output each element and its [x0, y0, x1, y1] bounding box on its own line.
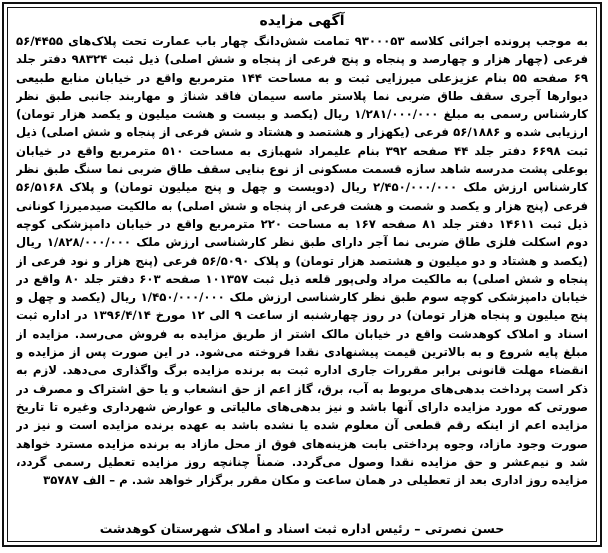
notice-inner-border: [7, 7, 597, 542]
notice-title: آگهی مزایده: [259, 13, 345, 29]
notice-frame: [2, 2, 602, 547]
notice-signature: حسن نصرتی – رئیس اداره ثبت اسناد و املاک شهرستان کوهدشت: [99, 521, 505, 536]
notice-body: به موجب پرونده اجرائی کلاسه ۹۳۰۰۰۵۳ تمامت شش‌دانگ چهار باب عمارت تحت پلاک‌های ۵۶/۴۴۵۵ فرعی (چهار هزار و چهارصد و پنجاه و پنج فرعی از پنجاه و شش اصلی) ذیل ثبت ۹۸۳۲۴ دفتر جلد ۶۹ صفحه ۵۵ بنام عزیزعلی میرزایی ثبت و به مساحت ۱۴۴ مترمربع واقع در خیابان منابع طبیعی دیوارها آجری سقف طاق ضربی نما پلاستر ماسه سیمان فاقد شناژ و مهاربند جانبی طبق نظر کارشناس رسمی به مبلغ ۱/۲۸۱/۰۰۰/۰۰۰ ریال (یکصد و بیست و هشت میلیون و یکصد هزار تومان) ارزیابی شده و ۵۶/۱۸۸۶ فرعی (یکهزار و هشتصد و هشتاد و شش فرعی از پنجاه و شش اصلی) ذیل ثبت ۶۶۹۸ دفتر جلد ۴۴ صفحه ۳۹۲ بنام علیمراد شهبازی به مساحت ۵۱۰ مترمربع واقع در خیابان بوعلی پشت مدرسه شاهد سازه قسمت مسکونی از نوع بنایی سقف طاق ضربی نما سنگ طبق نظر کارشناس ارزش ملک ۲/۴۵۰/۰۰۰/۰۰۰ ریال (دویست و چهل و پنج میلیون تومان) و پلاک ۵۶/۵۱۶۸ فرعی (پنج هزار و یکصد و شصت و هشت فرعی از پنجاه و شش اصلی) به مالکیت صیدمیرزا کونانی ذیل ثبت ۱۴۶۱۱ دفتر جلد ۸۱ صفحه ۱۶۷ به مساحت ۲۲۰ مترمربع واقع در خیابان دامپزشکی کوچه دوم اسکلت فلزی طاق ضربی نما آجر دارای طبق نظر کارشناسی ارزش ملک ۱/۸۲۸/۰۰۰/۰۰۰ ریال (یکصد و هشتاد و دو میلیون و هشتصد هزار تومان) و پلاک ۵۶/۵۰۹۰ فرعی (پنج هزار و نود فرعی از پنجاه و شش اصلی) به مالکیت مراد ولی‌پور قلعه ذیل ثبت ۱۰۱۳۵۷ صفحه ۶۰۳ دفتر جلد ۸۰ واقع در خیابان دامپزشکی کوچه سوم طبق نظر کارشناسی ارزش ملک ۱/۴۵۰/۰۰۰/۰۰۰ ریال (یکصد و چهل و پنج میلیون و پنجاه هزار تومان) در روز چهارشنبه از ساعت ۹ الی ۱۲ مورخ ۱۳۹۶/۴/۱۴ در اداره ثبت اسناد و املاک کوهدشت واقع در خیابان مالک اشتر از طریق مزایده به فروش می‌رسد. مزایده از مبلغ پایه شروع و به بالاترین قیمت پیشنهادی نقدا فروخته می‌شود. در این صورت پس از مزایده و انقضاء مهلت قانونی برابر مقررات جاری اداره ثبت به برنده مزایده برگ واگذاری می‌دهد. لازم به ذکر است پرداخت بدهی‌های مربوط به آب، برق، گاز اعم از حق انشعاب و یا حق اشتراک و مصرف در صورتی که مورد مزایده دارای آنها باشد و نیز بدهی‌های مالیاتی و عوارض شهرداری وغیره تا تاریخ مزایده اعم از اینکه رقم قطعی آن معلوم شده یا نشده باشد به عهده برنده مزایده است و نیز در صورت وجود مازاد، وجوه پرداختی بابت هزینه‌های فوق از محل مازاد به برنده مزایده مسترد خواهد شد و نیم‌عشر و حق مزایده نقدا وصول می‌گردد. ضمناً چنانچه روز مزایده تعطیل رسمی گردد، مزایده روز اداری بعد از تعطیلی در همان ساعت و مکان مقرر برگزار خواهد شد. م – الف ۳۵۷۸۷: [16, 34, 588, 488]
